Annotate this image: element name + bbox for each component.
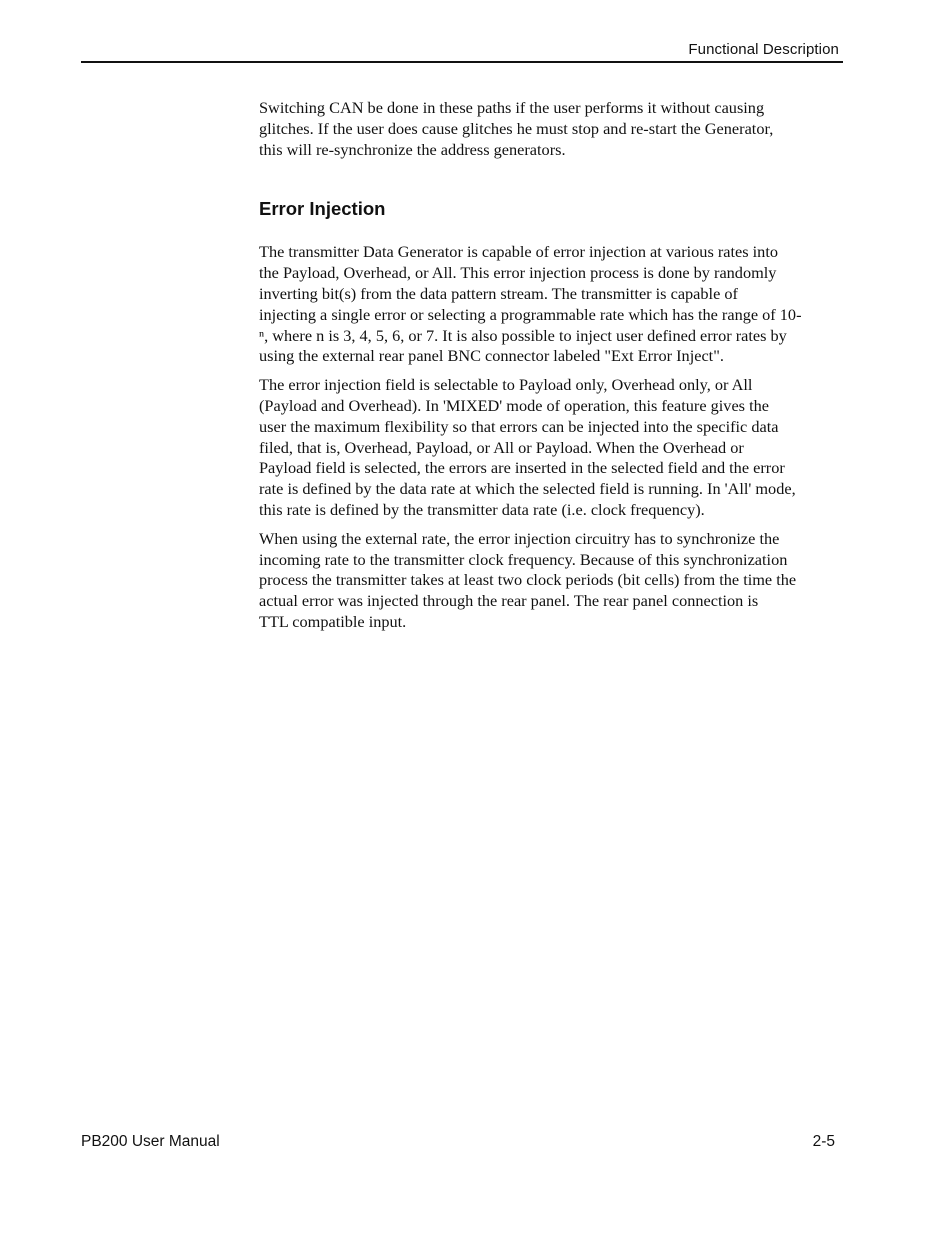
running-header: Functional Description [688,41,839,58]
section-heading-error-injection: Error Injection [259,198,386,220]
header-rule [81,61,843,63]
footer-manual-title: PB200 User Manual [81,1133,220,1150]
paragraph-error-injection-rates: The transmitter Data Generator is capable of error injection at various rates into the Payload, Overhead, or All. This error injection process is done by randomly inverting bit(s) from the data pattern stream. The transmitter is capable of injecting a single error or selecting a programmable rate which has the range of 10- ⁿ, where n is 3, 4, 5, 6, or 7. It is also possible to inject user defined error rates by using the external rear panel BNC connector labeled "Ext Error Inject". [259,242,802,366]
page-body [259,98,843,633]
paragraph-external-rate: When using the external rate, the error injection circuitry has to synchronize the incoming rate to the transmitter clock frequency. Because of this synchronization process the transmitter takes at least two clock periods (bit cells) from the time the actual error was injected through the rear panel. The rear panel connection is TTL compatible input. [259,528,797,631]
paragraph-error-injection-field: The error injection field is selectable to Payload only, Overhead only, or All (Payload and Overhead). In 'MIXED' mode of operation, this feature gives the user the maximum flexibility so that errors can be injected into the specific data filed, that is, Overhead, Payload, or All or Payload. When the Overhead or Payload field is selected, the errors are inserted in the selected field and the error rate is defined by the data rate at which the selected field is running. In 'All' mode, this rate is defined by the transmitter data rate (i.e. clock frequency). [259,375,796,519]
intro-paragraph: Switching CAN be done in these paths if the user performs it without causing glitches. If the user does cause glitches he must stop and re-start the Generator, this will re-synchronize the address generators. [259,98,774,159]
footer-page-number: 2-5 [812,1133,835,1150]
